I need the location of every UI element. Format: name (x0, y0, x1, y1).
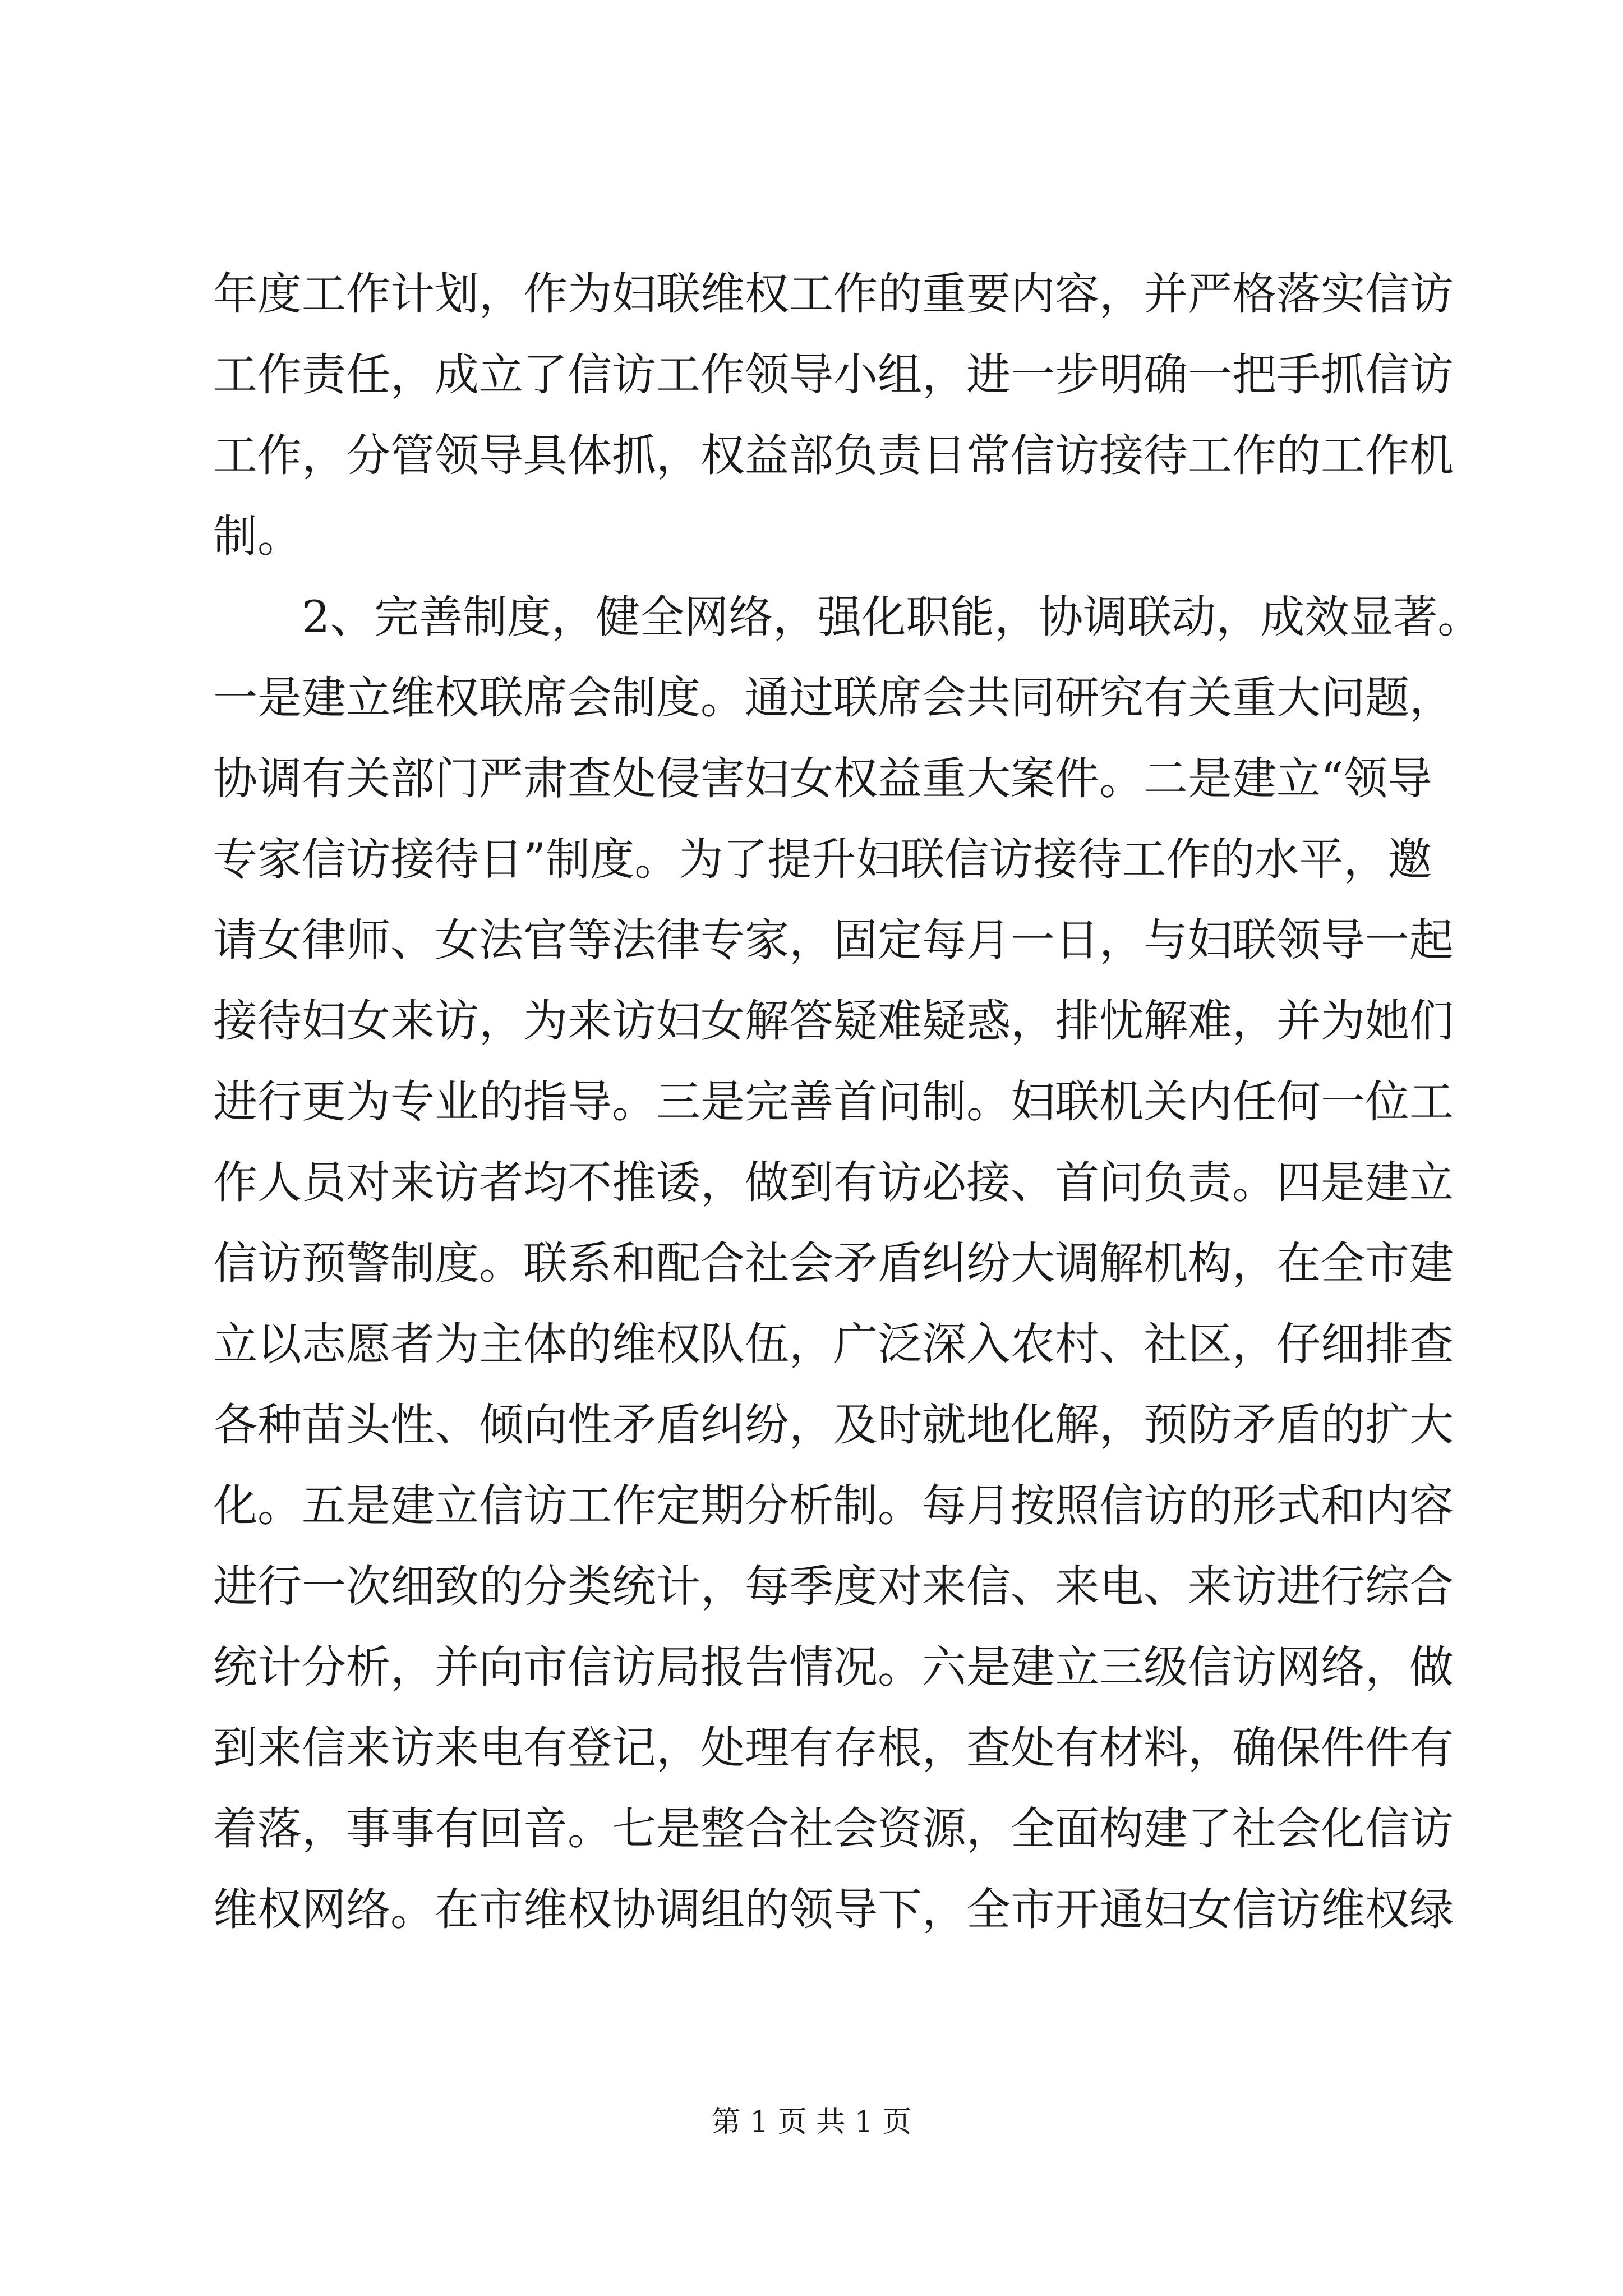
text-line: 进行一次细致的分类统计，每季度对来信、来电、来访进行综合 (213, 1561, 1454, 1612)
text-line: 立以志愿者为主体的维权队伍，广泛深入农村、社区，仔细排查 (213, 1318, 1454, 1370)
text-line: 作人员对来访者均不推诿，做到有访必接、首问负责。四是建立 (213, 1157, 1454, 1208)
page-number-label: 第 1 页 共 1 页 (711, 2105, 912, 2139)
text-line: 一是建立维权联席会制度。通过联席会共同研究有关重大问题， (213, 672, 1454, 724)
page-footer (0, 2102, 1623, 2142)
text-line: 制。 (213, 510, 302, 562)
text-line: 年度工作计划，作为妇联维权工作的重要内容，并严格落实信访 (213, 268, 1454, 320)
text-line: 工作，分管领导具体抓，权益部负责日常信访接待工作的工作机 (213, 430, 1454, 481)
text-line: 到来信来访来电有登记，处理有存根，查处有材料，确保件件有 (213, 1722, 1454, 1774)
text-line: 各种苗头性、倾向性矛盾纠纷，及时就地化解，预防矛盾的扩大 (213, 1399, 1454, 1451)
text-line: 维权网络。在市维权协调组的领导下，全市开通妇女信访维权绿 (213, 1884, 1454, 1935)
body-text (213, 254, 1482, 1950)
text-line: 接待妇女来访，为来访妇女解答疑难疑惑，排忧解难，并为她们 (213, 995, 1454, 1047)
text-line: 工作责任，成立了信访工作领导小组，进一步明确一把手抓信访 (213, 349, 1454, 401)
text-line: 化。五是建立信访工作定期分析制。每月按照信访的形式和内容 (213, 1480, 1454, 1531)
text-line: 统计分析，并向市信访局报告情况。六是建立三级信访网络，做 (213, 1641, 1454, 1693)
text-line: 2、完善制度，健全网络，强化职能，协调联动，成效显著。 (302, 591, 1482, 643)
text-line: 请女律师、女法官等法律专家，固定每月一日，与妇联领导一起 (213, 914, 1454, 966)
text-line: 信访预警制度。联系和配合社会矛盾纠纷大调解机构，在全市建 (213, 1237, 1454, 1289)
text-line: 进行更为专业的指导。三是完善首问制。妇联机关内任何一位工 (213, 1076, 1454, 1128)
text-line: 专家信访接待日”制度。为了提升妇联信访接待工作的水平，邀 (213, 834, 1432, 885)
text-line: 着落，事事有回音。七是整合社会资源，全面构建了社会化信访 (213, 1803, 1454, 1855)
text-line: 协调有关部门严肃查处侵害妇女权益重大案件。二是建立“领导 (213, 753, 1432, 804)
